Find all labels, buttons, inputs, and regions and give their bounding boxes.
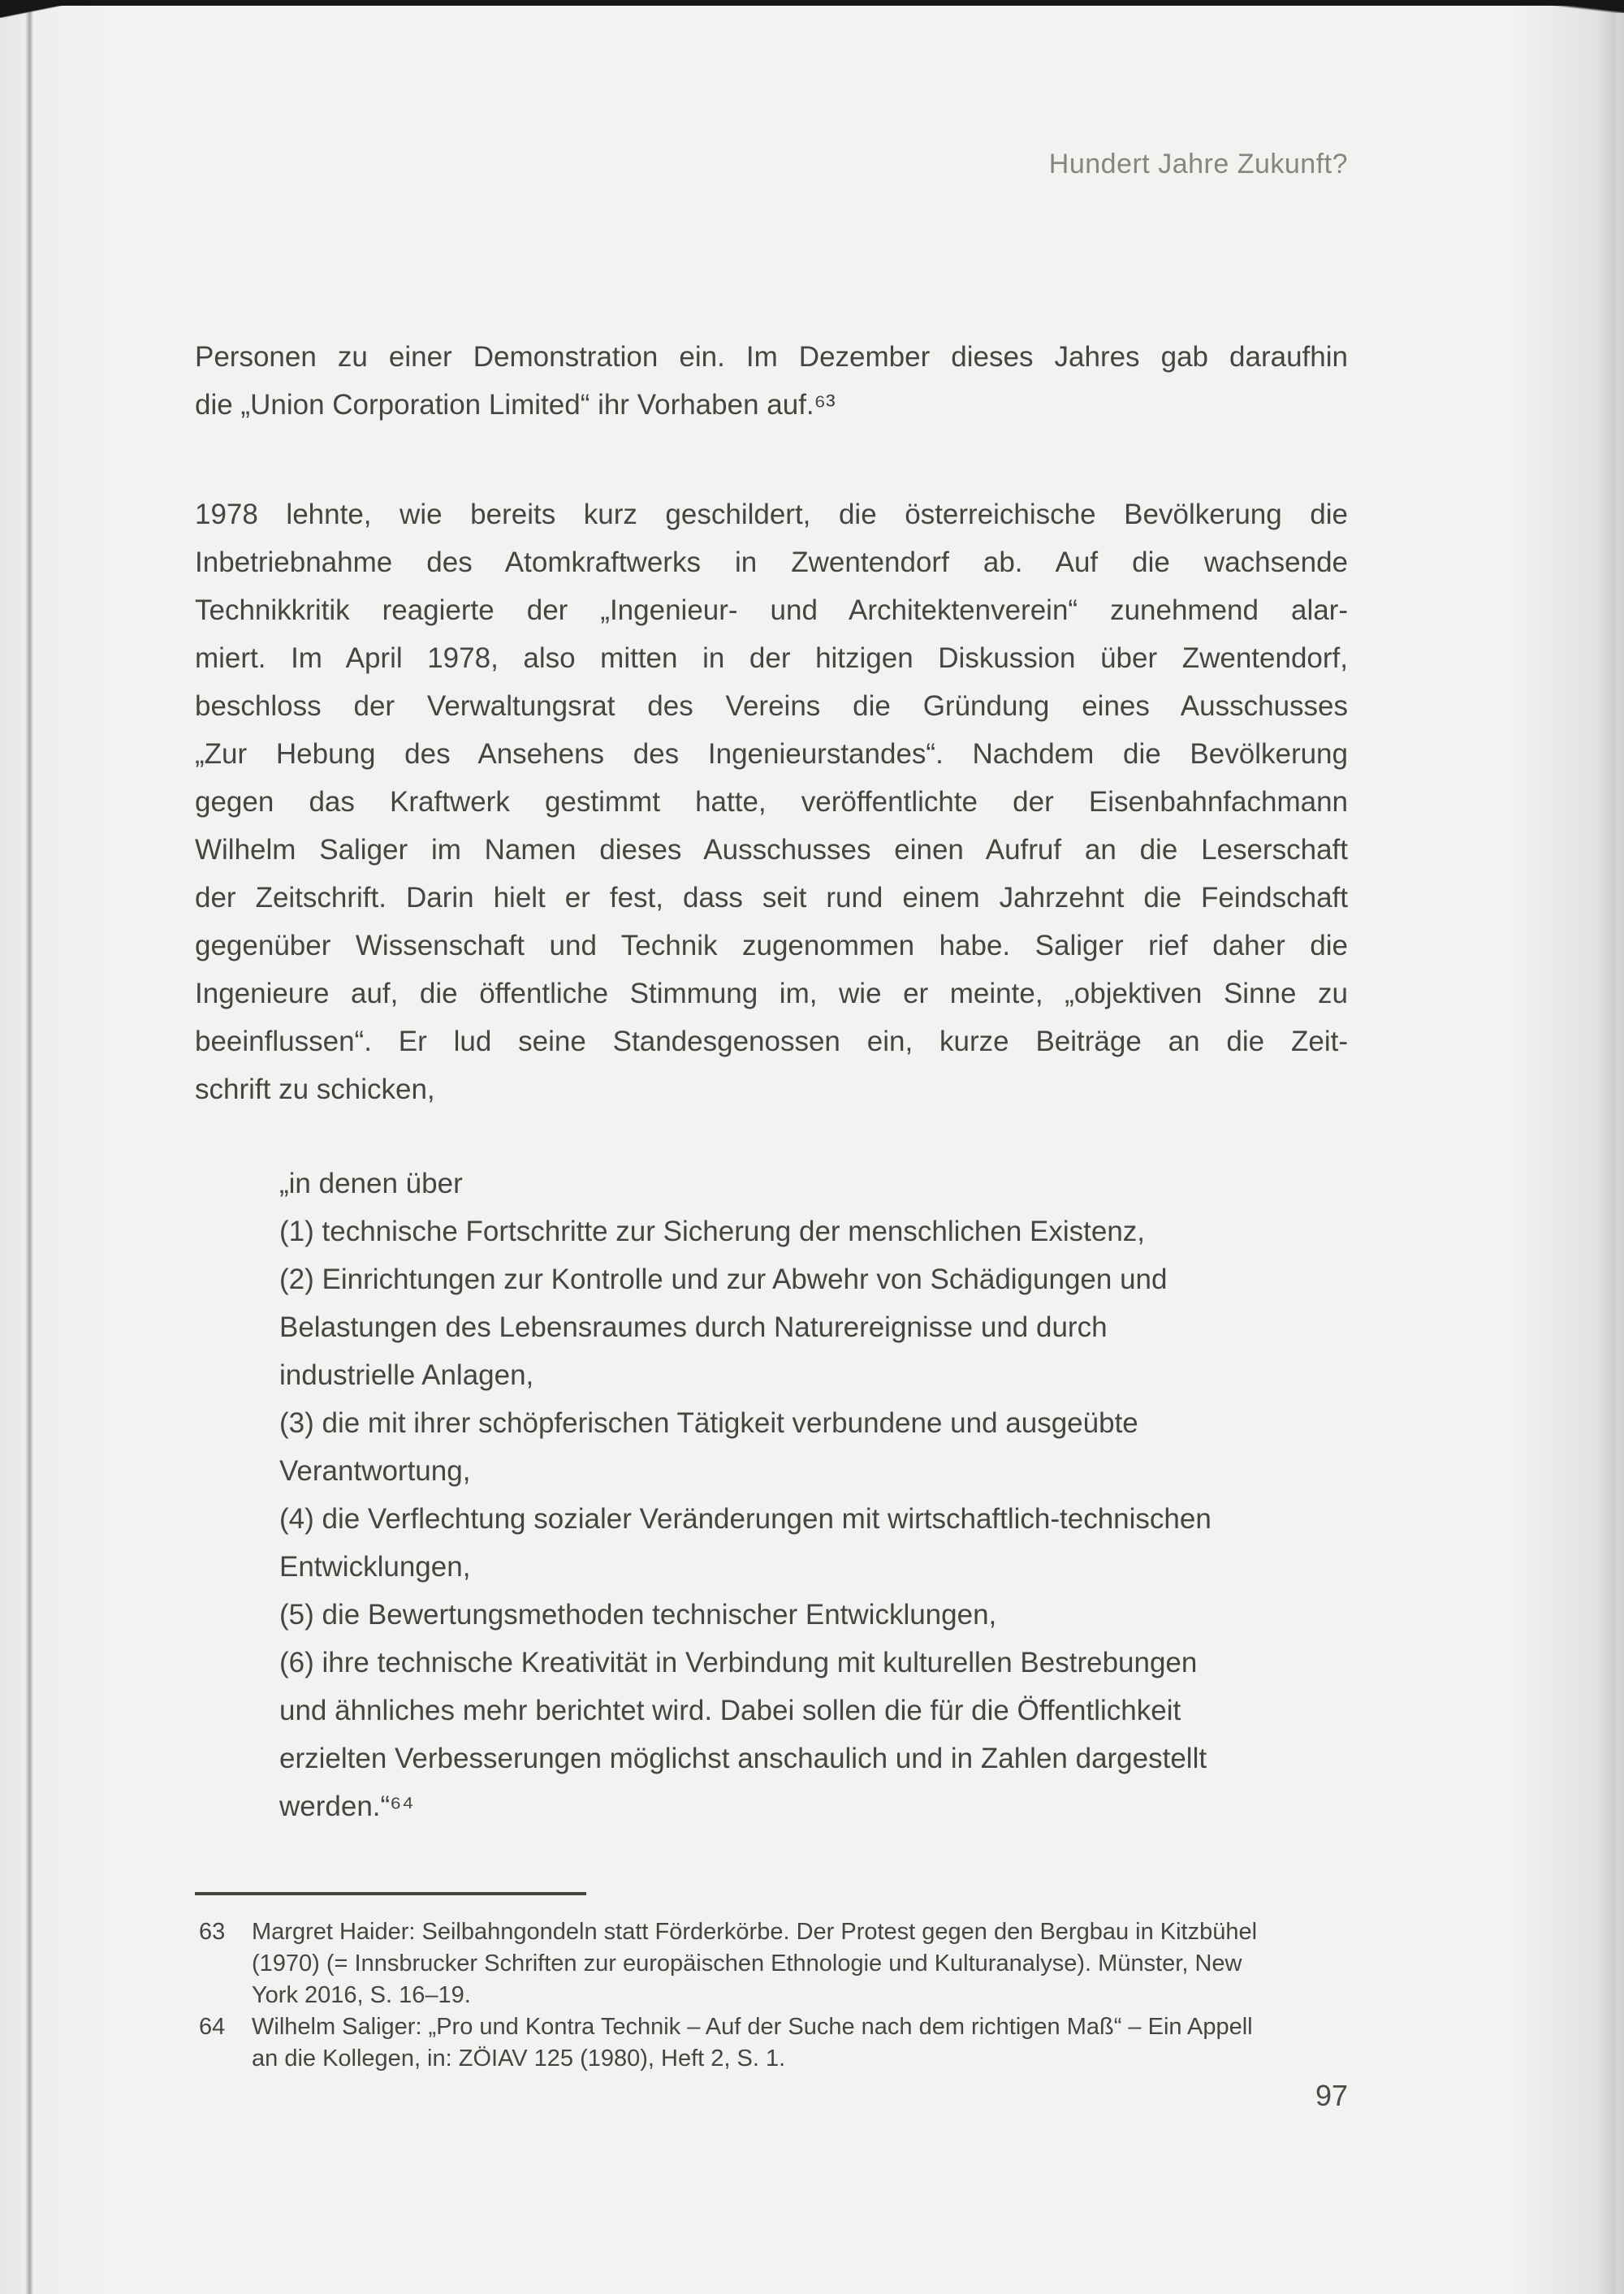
text-line: erzielten Verbesserungen möglichst anschaulich und in Zahlen dargestellt [279, 1743, 1207, 1774]
text-line: Technikkritik reagierte der „Ingenieur- und Architektenverein“ zunehmend alar- [195, 594, 1348, 626]
footnote-64 [195, 2011, 1348, 2075]
footnotes-section [195, 1916, 1348, 2075]
text-line: miert. Im April 1978, also mitten in der hitzigen Diskussion über Zwentendorf, [195, 642, 1348, 674]
text-line: York 2016, S. 16–19. [252, 1982, 471, 2008]
page-number: 97 [1315, 2079, 1348, 2112]
block-quote [195, 1160, 1348, 1830]
page-content [195, 333, 1348, 2075]
text-line: 1978 lehnte, wie bereits kurz geschildert, die österreichische Bevölkerung die [195, 499, 1348, 530]
book-gutter-shadow [25, 0, 33, 2294]
footnote-number: 64 [199, 2014, 226, 2040]
text-line: (6) ihre technische Kreativität in Verbindung mit kulturellen Bestrebungen [279, 1647, 1198, 1678]
text-line: (1) technische Fortschritte zur Sicherung der menschlichen Existenz, [279, 1216, 1146, 1247]
text-line: Personen zu einer Demonstration ein. Im Dezember dieses Jahres gab daraufhin [195, 341, 1348, 373]
footnote-separator-rule [195, 1892, 586, 1895]
paragraph-1 [195, 333, 1348, 429]
text-line: (5) die Bewertungsmethoden technischer Entwicklungen, [279, 1599, 997, 1631]
text-line: Entwicklungen, [279, 1551, 471, 1583]
scan-top-edge-right [1510, 0, 1624, 13]
page-edge-shadow [1596, 0, 1624, 2294]
footnote-text [252, 2011, 1348, 2075]
text-line: an die Kollegen, in: ZÖIAV 125 (1980), Heft 2, S. 1. [252, 2046, 786, 2072]
paragraph-2 [195, 490, 1348, 1113]
running-header: Hundert Jahre Zukunft? [1048, 149, 1348, 179]
text-line: Ingenieure auf, die öffentliche Stimmung im, wie er meinte, „objektiven Sinne zu [195, 978, 1348, 1009]
scan-top-edge-left [0, 0, 89, 18]
text-line: beschloss der Verwaltungsrat des Vereins die Gründung eines Ausschusses [195, 690, 1348, 722]
text-line: die „Union Corporation Limited“ ihr Vorhaben auf.⁶³ [195, 389, 836, 421]
text-line: (1970) (= Innsbrucker Schriften zur europäischen Ethnologie und Kulturanalyse). Münster, New [252, 1951, 1242, 1976]
text-line: der Zeitschrift. Darin hielt er fest, dass seit rund einem Jahrzehnt die Feindschaft [195, 882, 1348, 914]
scan-top-edge [0, 0, 1624, 6]
text-line: „Zur Hebung des Ansehens des Ingenieurstandes“. Nachdem die Bevölkerung [195, 738, 1348, 770]
text-line: Wilhelm Saliger: „Pro und Kontra Technik – Auf der Suche nach dem richtigen Maß“ – Ein Appell [252, 2014, 1253, 2040]
text-line: Inbetriebnahme des Atomkraftwerks in Zwentendorf ab. Auf die wachsende [195, 546, 1348, 578]
text-line: schrift zu schicken, [195, 1074, 435, 1105]
text-line: werden.“⁶⁴ [279, 1791, 414, 1822]
text-line: (2) Einrichtungen zur Kontrolle und zur Abwehr von Schädigungen und [279, 1264, 1168, 1295]
footnote-number: 63 [199, 1919, 226, 1945]
footnote-63 [195, 1916, 1348, 2011]
text-line: Wilhelm Saliger im Namen dieses Ausschusses einen Aufruf an die Leserschaft [195, 834, 1348, 866]
text-line: „in denen über [279, 1168, 463, 1199]
text-line: (3) die mit ihrer schöpferischen Tätigkeit verbundene und ausgeübte [279, 1407, 1138, 1439]
footnote-text [252, 1916, 1348, 2011]
text-line: Belastungen des Lebensraumes durch Naturereignisse und durch [279, 1311, 1108, 1343]
text-line: Verantwortung, [279, 1455, 471, 1487]
text-line: gegenüber Wissenschaft und Technik zugenommen habe. Saliger rief daher die [195, 930, 1348, 961]
text-line: (4) die Verflechtung sozialer Veränderungen mit wirtschaftlich-technischen [279, 1503, 1212, 1535]
text-line: und ähnliches mehr berichtet wird. Dabei sollen die für die Öffentlichkeit [279, 1695, 1181, 1726]
text-line: industrielle Anlagen, [279, 1359, 534, 1391]
text-line: gegen das Kraftwerk gestimmt hatte, veröffentlichte der Eisenbahnfachmann [195, 786, 1348, 818]
text-line: beeinflussen“. Er lud seine Standesgenossen ein, kurze Beiträge an die Zeit- [195, 1026, 1348, 1057]
text-line: Margret Haider: Seilbahngondeln statt Förderkörbe. Der Protest gegen den Bergbau in Kitzbühel [252, 1919, 1258, 1945]
